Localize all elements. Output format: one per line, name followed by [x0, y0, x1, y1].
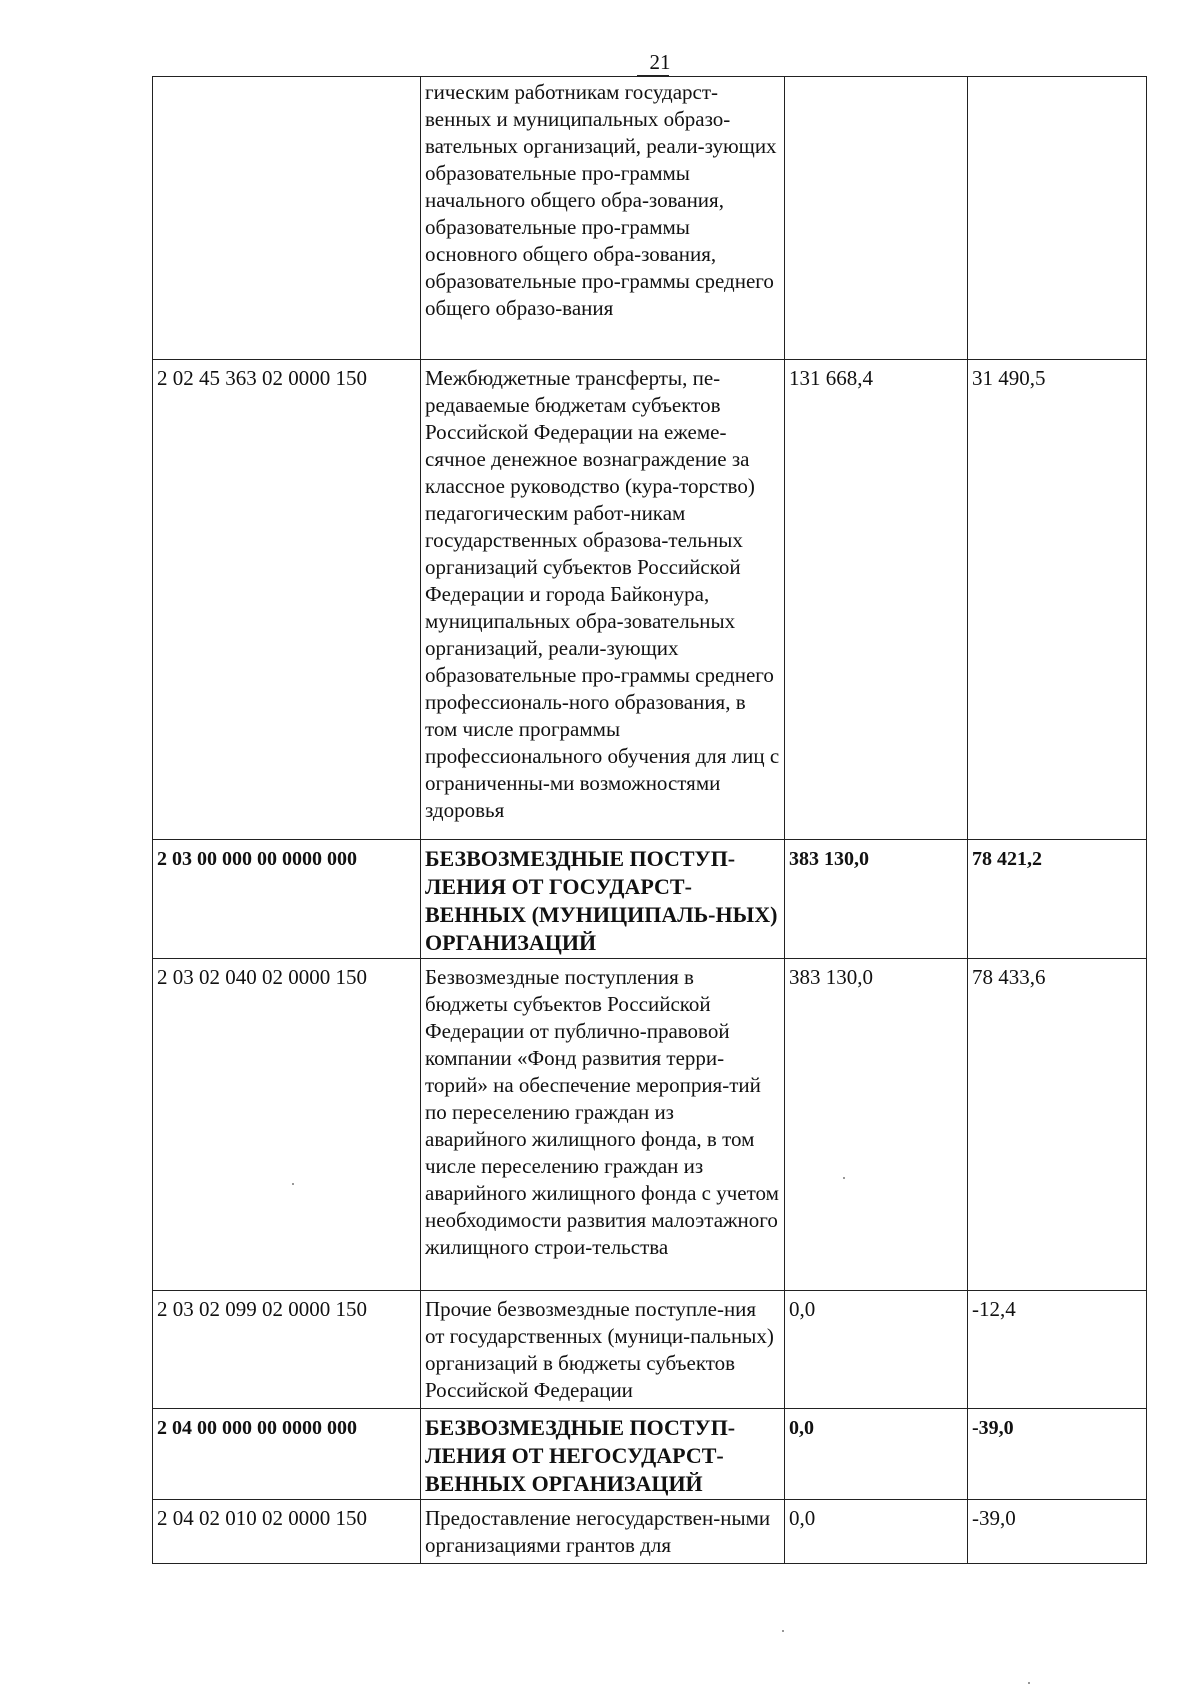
row-value-1: 383 130,0: [785, 959, 968, 1291]
row-value-1: 0,0: [785, 1409, 968, 1500]
scan-speck: [292, 1183, 294, 1185]
row-value-2: -12,4: [968, 1291, 1147, 1409]
row-name: гическим работникам государст-венных и муниципальных образо-вательных организаций, реали-зующих образовательные про-граммы начального общего обра-зования, образовательные про-граммы основного общего обра-зования, образовательные про-граммы среднего общего образо-вания: [421, 77, 785, 360]
row-value-2: -39,0: [968, 1409, 1147, 1500]
table-row-section: [153, 1409, 1147, 1500]
scan-speck: [843, 1177, 845, 1179]
table-row: [153, 1500, 1147, 1564]
row-name: Предоставление негосударствен-ными организациями грантов для: [421, 1500, 785, 1564]
row-value-1: [785, 77, 968, 360]
row-value-2: [968, 77, 1147, 360]
table-row: [153, 77, 1147, 360]
row-name: Безвозмездные поступления в бюджеты субъектов Российской Федерации от публично-правовой компании «Фонд развития терри-торий» на обеспечение мероприя-тий по переселению граждан из аварийного жилищного фонда, в том числе переселению граждан из аварийного жилищного фонда с учетом необходимости развития малоэтажного жилищного строи-тельства: [421, 959, 785, 1291]
row-code: 2 03 02 099 02 0000 150: [153, 1291, 421, 1409]
table-row-section: [153, 840, 1147, 959]
scan-speck: [1028, 1682, 1030, 1684]
row-code: [153, 77, 421, 360]
row-name: БЕЗВОЗМЕЗДНЫЕ ПОСТУП-ЛЕНИЯ ОТ ГОСУДАРСТ-ВЕННЫХ (МУНИЦИПАЛЬ-НЫХ) ОРГАНИЗАЦИЙ: [421, 840, 785, 959]
row-value-1: 383 130,0: [785, 840, 968, 959]
row-value-1: 0,0: [785, 1291, 968, 1409]
row-value-2: 31 490,5: [968, 360, 1147, 840]
row-code: 2 04 02 010 02 0000 150: [153, 1500, 421, 1564]
row-value-2: 78 421,2: [968, 840, 1147, 959]
row-code: 2 02 45 363 02 0000 150: [153, 360, 421, 840]
row-name: БЕЗВОЗМЕЗДНЫЕ ПОСТУП-ЛЕНИЯ ОТ НЕГОСУДАРСТ-ВЕННЫХ ОРГАНИЗАЦИЙ: [421, 1409, 785, 1500]
row-name: Межбюджетные трансферты, пе-редаваемые бюджетам субъектов Российской Федерации на ежеме-сячное денежное вознаграждение за классное руководство (кура-торство) педагогическим работ-никам государственных образова-тельных организаций субъектов Российской Федерации и города Байконура, муниципальных обра-зовательных организаций, реали-зующих образовательные про-граммы среднего профессиональ-ного образования, в том числе программы профессионального обучения для лиц с ограниченны-ми возможностями здоровья: [421, 360, 785, 840]
row-value-1: 0,0: [785, 1500, 968, 1564]
scan-speck: [782, 1630, 784, 1632]
row-name: Прочие безвозмездные поступле-ния от государственных (муници-пальных) организаций в бюджеты субъектов Российской Федерации: [421, 1291, 785, 1409]
row-value-1: 131 668,4: [785, 360, 968, 840]
page-number: 21: [649, 50, 671, 74]
row-code: 2 03 02 040 02 0000 150: [153, 959, 421, 1291]
row-code: 2 03 00 000 00 0000 000: [153, 840, 421, 959]
table-row: [153, 959, 1147, 1291]
table-row: [153, 1291, 1147, 1409]
row-code: 2 04 00 000 00 0000 000: [153, 1409, 421, 1500]
budget-revenue-table: [152, 76, 1147, 1564]
table-row: [153, 360, 1147, 840]
row-value-2: 78 433,6: [968, 959, 1147, 1291]
row-value-2: -39,0: [968, 1500, 1147, 1564]
